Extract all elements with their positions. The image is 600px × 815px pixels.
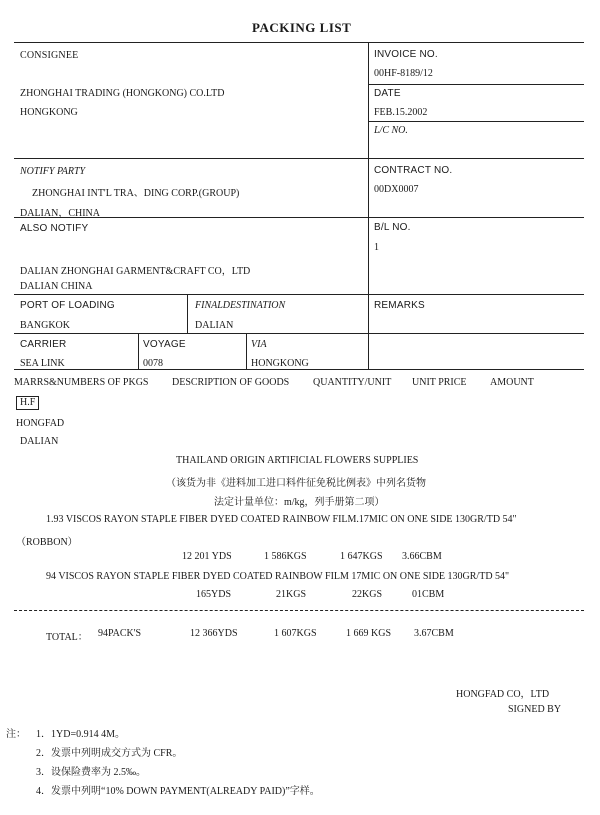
footnote: 2．发票中列明成交方式为 CFR。 — [36, 748, 183, 759]
divider — [14, 158, 584, 159]
notify-city: DALIAN，CHINA — [20, 208, 100, 219]
item-yards: 165YDS — [196, 589, 232, 600]
voyage-label: VOYAGE — [143, 339, 186, 350]
carrier-label: CARRIER — [20, 339, 67, 350]
consignee-city: HONGKONG — [20, 107, 78, 118]
item-net-weight: 21KGS — [276, 589, 307, 600]
voyage-value: 0078 — [143, 358, 163, 369]
bl-label: B/L NO. — [374, 222, 411, 233]
goods-heading: THAILAND ORIGIN ARTIFICIAL FLOWERS SUPPLIES — [176, 455, 419, 466]
item-gross-weight: 1 647KGS — [340, 551, 383, 562]
also-notify-city: DALIAN CHINA — [20, 281, 93, 292]
total-separator — [14, 610, 584, 611]
item-gross-weight: 22KGS — [352, 589, 383, 600]
column-header-marks: MARRS&NUMBERS OF PKGS — [14, 377, 149, 388]
item-description-extra: （ROBBON） — [16, 537, 78, 548]
column-header-quantity: QUANTITY/UNIT — [313, 377, 392, 388]
total-yards: 12 366YDS — [190, 628, 238, 639]
column-header-unit-price: UNIT PRICE — [412, 377, 467, 388]
column-divider — [368, 42, 369, 369]
signature-company: HONGFAD CO，LTD — [456, 689, 550, 700]
footnotes-prefix: 注： — [6, 729, 26, 740]
item-volume: 01CBM — [412, 589, 445, 600]
column-header-amount: AMOUNT — [490, 377, 534, 388]
divider — [368, 121, 584, 122]
shipping-mark-box: H.F — [16, 396, 39, 410]
item-net-weight: 1 586KGS — [264, 551, 307, 562]
notify-name: ZHONGHAI INT'L TRA、DING CORP.(GROUP) — [32, 188, 240, 199]
final-destination-label: FINALDESTINATION — [195, 300, 286, 311]
bl-value: 1 — [374, 242, 379, 253]
remarks-label: REMARKS — [374, 300, 425, 311]
final-destination-value: DALIAN — [195, 320, 234, 331]
via-label: VIA — [251, 339, 267, 350]
table-top-border — [14, 42, 584, 43]
consignee-name: ZHONGHAI TRADING (HONGKONG) CO.LTD — [20, 88, 225, 99]
item-yards: 12 201 YDS — [182, 551, 232, 562]
total-volume: 3.67CBM — [414, 628, 454, 639]
via-value: HONGKONG — [251, 358, 309, 369]
footnote: 1．1YD=0.914 4M。 — [36, 729, 125, 740]
item-volume: 3.66CBM — [402, 551, 442, 562]
goods-note: （该货为非《进料加工进口料件征免税比例表》中列名货物 — [166, 478, 426, 489]
notify-label: NOTIFY PARTY — [20, 166, 86, 177]
column-divider — [246, 333, 247, 369]
date-value: FEB.15.2002 — [374, 107, 428, 118]
item-description: 1.93 VISCOS RAYON STAPLE FIBER DYED COATED RAINBOW FILM.17MIC ON ONE SIDE 130GR/TD 54" — [46, 514, 517, 525]
divider — [14, 369, 584, 370]
divider — [14, 333, 584, 334]
page-title: PACKING LIST — [252, 20, 352, 35]
also-notify-name: DALIAN ZHONGHAI GARMENT&CRAFT CO，LTD — [20, 266, 251, 277]
total-gross-weight: 1 669 KGS — [346, 628, 392, 639]
column-divider — [187, 294, 188, 333]
port-loading-value: BANGKOK — [20, 320, 70, 331]
also-notify-label: ALSO NOTIFY — [20, 223, 89, 234]
invoice-value: 00HF-8189/12 — [374, 68, 433, 79]
footnote: 3．设保险费率为 2.5‰。 — [36, 767, 146, 778]
invoice-label: INVOICE NO. — [374, 49, 438, 60]
signature-signed-by: SIGNED BY — [508, 704, 562, 715]
contract-label: CONTRACT NO. — [374, 165, 453, 176]
lc-label: L/C NO. — [374, 125, 408, 136]
item-description: 94 VISCOS RAYON STAPLE FIBER DYED COATED RAINBOW FILM 17MIC ON ONE SIDE 130GR/TD 54" — [46, 571, 510, 582]
total-packs: 94PACK'S — [98, 628, 142, 639]
footnote: 4．发票中列明“10% DOWN PAYMENT(ALREADY PAID)”字样。 — [36, 786, 320, 797]
carrier-value: SEA LINK — [20, 358, 65, 369]
goods-note-unit: 法定计量单位：m/kg，列手册第二项） — [214, 497, 385, 508]
contract-value: 00DX0007 — [374, 184, 419, 195]
date-label: DATE — [374, 88, 401, 99]
shipping-mark-name: HONGFAD — [16, 418, 65, 429]
divider — [14, 294, 584, 295]
column-header-description: DESCRIPTION OF GOODS — [172, 377, 290, 388]
consignee-label: CONSIGNEE — [20, 50, 79, 61]
divider — [368, 84, 584, 85]
total-net-weight: 1 607KGS — [274, 628, 317, 639]
column-divider — [138, 333, 139, 369]
port-loading-label: PORT OF LOADING — [20, 300, 115, 311]
shipping-mark-city: DALIAN — [20, 436, 59, 447]
total-label: TOTAL： — [46, 632, 88, 643]
